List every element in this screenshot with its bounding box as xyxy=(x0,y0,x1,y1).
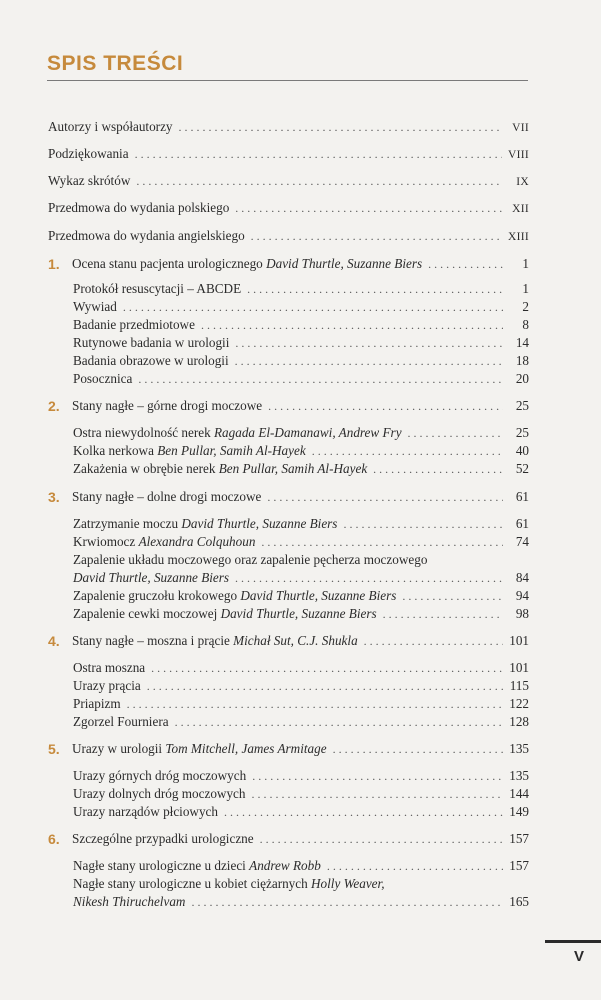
entry-title-text: Urazy w urologii xyxy=(72,741,166,756)
entry-title xyxy=(73,857,321,875)
page-ref: XII xyxy=(512,203,529,215)
entry-authors: Michał Sut, C.J. Shukla xyxy=(233,633,358,648)
toc-section xyxy=(73,767,529,785)
leader-dots xyxy=(402,587,503,605)
page-ref: 14 xyxy=(515,335,529,350)
page-title: SPIS TREŚCI xyxy=(47,52,184,75)
leader-dots xyxy=(235,352,503,370)
toc-chapter xyxy=(48,255,529,273)
entry-title xyxy=(73,515,337,533)
leader-dots xyxy=(312,442,503,460)
entry-title-text: Nagłe stany urologiczne u dzieci xyxy=(73,858,250,873)
toc-front-entry xyxy=(48,172,529,190)
toc-section xyxy=(73,298,529,316)
entry-title xyxy=(48,227,245,245)
toc-chapter xyxy=(48,632,529,650)
toc-section xyxy=(73,677,529,695)
page-ref: 122 xyxy=(509,696,529,711)
leader-dots xyxy=(333,740,503,758)
entry-authors: Ben Pullar, Samih Al-Hayek xyxy=(157,443,306,458)
toc-section xyxy=(73,316,529,334)
entry-title-text: Zapalenie cewki moczowej xyxy=(73,606,221,621)
toc-section xyxy=(73,803,529,821)
toc-front-entry xyxy=(48,199,529,217)
entry-title-text: Urazy prącia xyxy=(73,678,141,693)
leader-dots xyxy=(151,659,503,677)
leader-dots xyxy=(343,515,503,533)
toc-section xyxy=(73,334,529,352)
toc-section xyxy=(73,515,529,533)
entry-title-text: Priapizm xyxy=(73,696,121,711)
entry-title-text: Badanie przedmiotowe xyxy=(73,317,195,332)
entry-title xyxy=(73,316,195,334)
entry-title-text: Przedmowa do wydania polskiego xyxy=(48,200,230,215)
entry-authors: David Thurtle, Suzanne Biers xyxy=(73,570,230,585)
entry-title-text: Stany nagłe – dolne drogi moczowe xyxy=(72,489,262,504)
entry-title xyxy=(73,659,145,677)
entry-title-text: Ocena stanu pacjenta urologicznego xyxy=(72,256,267,271)
leader-dots xyxy=(327,857,503,875)
entry-authors: Alexandra Colquhoun xyxy=(138,534,256,549)
leader-dots xyxy=(191,893,503,911)
page-ref: 98 xyxy=(515,606,529,621)
toc-section xyxy=(73,587,529,605)
toc-section xyxy=(73,659,529,677)
entry-title xyxy=(72,488,261,506)
page-ref: 101 xyxy=(509,633,529,648)
entry-title-text: Autorzy i współautorzy xyxy=(48,119,173,134)
entry-title xyxy=(73,605,377,623)
entry-title xyxy=(73,424,402,442)
entry-title xyxy=(73,298,117,316)
entry-authors: Ben Pullar, Samih Al-Hayek xyxy=(218,461,368,476)
entry-title-text: Posocznica xyxy=(73,371,133,386)
chapter-number: 2. xyxy=(48,398,60,414)
entry-authors: David Thurtle, Suzanne Biers xyxy=(266,256,423,271)
toc-section xyxy=(73,785,529,803)
entry-authors: David Thurtle, Suzanne Biers xyxy=(181,516,338,531)
entry-title-text: Szczególne przypadki urologiczne xyxy=(72,831,254,846)
page-ref: 149 xyxy=(509,804,529,819)
chapter-number: 4. xyxy=(48,633,60,649)
leader-dots xyxy=(235,199,503,217)
entry-title-text: Zgorzel Fourniera xyxy=(73,714,169,729)
leader-dots xyxy=(252,767,503,785)
page-ref: 157 xyxy=(509,858,529,873)
leader-dots xyxy=(268,397,503,415)
leader-dots xyxy=(138,370,503,388)
toc-front-entry xyxy=(48,118,529,136)
page-ref: 135 xyxy=(509,741,529,756)
entry-authors: Holly Weaver, xyxy=(311,876,385,891)
entry-authors: Tom Mitchell, James Armitage xyxy=(165,741,327,756)
entry-title xyxy=(48,172,130,190)
leader-dots xyxy=(224,803,503,821)
toc-section xyxy=(73,424,529,442)
leader-dots xyxy=(135,145,502,163)
entry-title xyxy=(73,587,396,605)
toc-section xyxy=(73,352,529,370)
entry-title xyxy=(73,695,121,713)
page-number: V xyxy=(574,948,585,965)
page-ref: 40 xyxy=(515,443,529,458)
entry-title xyxy=(72,830,254,848)
entry-title-text: Krwiomocz xyxy=(73,534,139,549)
leader-dots xyxy=(373,460,503,478)
entry-title xyxy=(72,255,422,273)
toc-section xyxy=(73,875,529,893)
toc-section xyxy=(73,370,529,388)
entry-title xyxy=(48,199,229,217)
entry-title-text: Podziękowania xyxy=(48,146,129,161)
entry-title xyxy=(72,397,262,415)
leader-dots xyxy=(247,280,503,298)
leader-dots xyxy=(364,632,503,650)
page-ref: XIII xyxy=(508,231,529,243)
page-ref: VIII xyxy=(508,149,529,161)
chapter-number: 5. xyxy=(48,741,60,757)
leader-dots xyxy=(383,605,503,623)
entry-title-text: Kolka nerkowa xyxy=(73,443,158,458)
entry-title-text: Przedmowa do wydania angielskiego xyxy=(48,228,245,243)
page-ref: IX xyxy=(516,176,529,188)
entry-title xyxy=(73,551,427,569)
leader-dots xyxy=(251,227,502,245)
toc-section xyxy=(73,713,529,731)
page-ref: 144 xyxy=(509,786,529,801)
entry-title xyxy=(73,713,169,731)
entry-title-text: Urazy dolnych dróg moczowych xyxy=(73,786,246,801)
entry-title-text: Ostra niewydolność nerek xyxy=(73,425,214,440)
page-ref: 61 xyxy=(515,489,529,504)
toc-section-continuation xyxy=(73,569,529,587)
entry-title-text: Stany nagłe – górne drogi moczowe xyxy=(72,398,263,413)
entry-title xyxy=(72,632,358,650)
entry-title xyxy=(73,370,132,388)
entry-title xyxy=(73,677,141,695)
leader-dots xyxy=(428,255,503,273)
entry-title xyxy=(48,145,129,163)
toc-front-entry xyxy=(48,145,529,163)
page-ref: 135 xyxy=(509,768,529,783)
entry-title-text: Urazy górnych dróg moczowych xyxy=(73,768,247,783)
entry-title xyxy=(73,280,241,298)
folio-rule xyxy=(545,940,601,943)
title-rule xyxy=(47,80,528,81)
entry-title-text: Protokół resuscytacji – ABCDE xyxy=(73,281,242,296)
page-ref: 52 xyxy=(515,461,529,476)
leader-dots xyxy=(136,172,503,190)
page-ref: 84 xyxy=(515,570,529,585)
entry-title-text: Zapalenie gruczołu krokowego xyxy=(73,588,241,603)
leader-dots xyxy=(235,334,503,352)
page-ref: 20 xyxy=(515,371,529,386)
toc-section xyxy=(73,442,529,460)
leader-dots xyxy=(201,316,503,334)
leader-dots xyxy=(251,785,503,803)
toc-section xyxy=(73,533,529,551)
page-ref: 94 xyxy=(515,588,529,603)
entry-title xyxy=(73,352,229,370)
page-ref: 1 xyxy=(522,281,529,296)
entry-authors: Nikesh Thiruchelvam xyxy=(73,894,186,909)
page-ref: 18 xyxy=(515,353,529,368)
entry-title-text: Zatrzymanie moczu xyxy=(73,516,182,531)
page-ref: 25 xyxy=(515,398,529,413)
chapter-number: 3. xyxy=(48,489,60,505)
entry-title xyxy=(73,334,229,352)
toc-section xyxy=(73,280,529,298)
entry-title xyxy=(73,533,255,551)
toc-section xyxy=(73,551,529,569)
leader-dots xyxy=(261,533,503,551)
entry-title xyxy=(72,740,327,758)
toc-section xyxy=(73,857,529,875)
leader-dots xyxy=(235,569,503,587)
page-ref: 2 xyxy=(522,299,529,314)
entry-title-text: Wykaz skrótów xyxy=(48,173,131,188)
entry-title xyxy=(73,460,367,478)
leader-dots xyxy=(260,830,503,848)
page-ref: 25 xyxy=(515,425,529,440)
entry-title-text: Badania obrazowe w urologii xyxy=(73,353,229,368)
page-ref: 8 xyxy=(522,317,529,332)
leader-dots xyxy=(123,298,503,316)
page-ref: 1 xyxy=(522,256,529,271)
page-ref: 61 xyxy=(515,516,529,531)
toc-front-entry xyxy=(48,227,529,245)
page-ref: 165 xyxy=(509,894,529,909)
toc-chapter xyxy=(48,740,529,758)
entry-title xyxy=(73,803,218,821)
entry-title-text: Wywiad xyxy=(73,299,117,314)
entry-title xyxy=(73,767,246,785)
entry-authors: Andrew Robb xyxy=(249,858,321,873)
entry-title-text: Zakażenia w obrębie nerek xyxy=(73,461,219,476)
entry-title-text: Urazy narządów płciowych xyxy=(73,804,218,819)
page-ref: 157 xyxy=(509,831,529,846)
page-ref: VII xyxy=(512,122,529,134)
chapter-number: 6. xyxy=(48,831,60,847)
entry-title-text: Nagłe stany urologiczne u kobiet ciężarnych xyxy=(73,876,312,891)
entry-authors: David Thurtle, Suzanne Biers xyxy=(220,606,377,621)
leader-dots xyxy=(408,424,503,442)
entry-title xyxy=(73,442,306,460)
toc-section-continuation xyxy=(73,893,529,911)
leader-dots xyxy=(147,677,503,695)
toc-chapter xyxy=(48,830,529,848)
page-ref: 101 xyxy=(509,660,529,675)
toc-section xyxy=(73,605,529,623)
entry-title xyxy=(73,875,385,893)
toc-section xyxy=(73,460,529,478)
entry-title-text: Stany nagłe – moszna i prącie xyxy=(72,633,234,648)
entry-title-text: Rutynowe badania w urologii xyxy=(73,335,230,350)
chapter-number: 1. xyxy=(48,256,60,272)
leader-dots xyxy=(127,695,503,713)
entry-title-text: Zapalenie układu moczowego oraz zapalenie pęcherza moczowego xyxy=(73,552,428,567)
toc-chapter xyxy=(48,488,529,506)
leader-dots xyxy=(175,713,503,731)
entry-authors: Ragada El-Damanawi, Andrew Fry xyxy=(214,425,402,440)
page-ref: 115 xyxy=(509,678,529,693)
entry-authors: David Thurtle, Suzanne Biers xyxy=(240,588,397,603)
entry-title-text: Ostra moszna xyxy=(73,660,146,675)
toc-chapter xyxy=(48,397,529,415)
entry-title xyxy=(73,785,245,803)
entry-title xyxy=(48,118,173,136)
page-ref: 74 xyxy=(515,534,529,549)
leader-dots xyxy=(179,118,503,136)
leader-dots xyxy=(267,488,503,506)
page-ref: 128 xyxy=(509,714,529,729)
toc-section xyxy=(73,695,529,713)
